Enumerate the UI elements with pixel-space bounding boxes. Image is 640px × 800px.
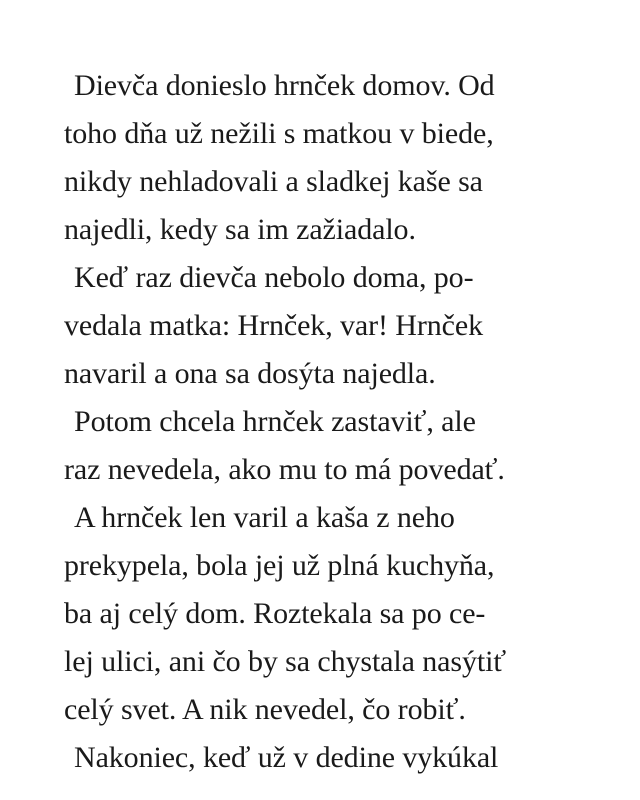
- text-line: toho dňa už nežili s matkou v biede,: [64, 117, 494, 150]
- text-line: nikdy nehladovali a sladkej kaše sa: [64, 165, 483, 198]
- text-line: prekypela, bola jej už plná kuchyňa,: [64, 549, 495, 582]
- text-line: najedli, kedy sa im zažiadalo.: [64, 213, 416, 246]
- text-line: raz nevedela, ako mu to má povedať.: [64, 453, 505, 486]
- text-line: Dievča donieslo hrnček domov. Od: [74, 69, 495, 102]
- text-line: vedala matka: Hrnček, var! Hrnček: [64, 309, 483, 342]
- text-line: Keď raz dievča nebolo doma, po-: [74, 261, 474, 294]
- text-line: A hrnček len varil a kaša z neho: [74, 501, 455, 534]
- text-line: lej ulici, ani čo by sa chystala nasýtiť: [64, 645, 507, 678]
- text-line: navaril a ona sa dosýta najedla.: [64, 357, 436, 390]
- text-line: Potom chcela hrnček zastaviť, ale: [74, 405, 476, 438]
- story-text: [64, 62, 584, 782]
- text-line: celý svet. A nik nevedel, čo robiť.: [64, 693, 466, 726]
- text-line: ba aj celý dom. Roztekala sa po ce-: [64, 597, 486, 630]
- text-line: Nakoniec, keď už v dedine vykúkal: [74, 741, 499, 774]
